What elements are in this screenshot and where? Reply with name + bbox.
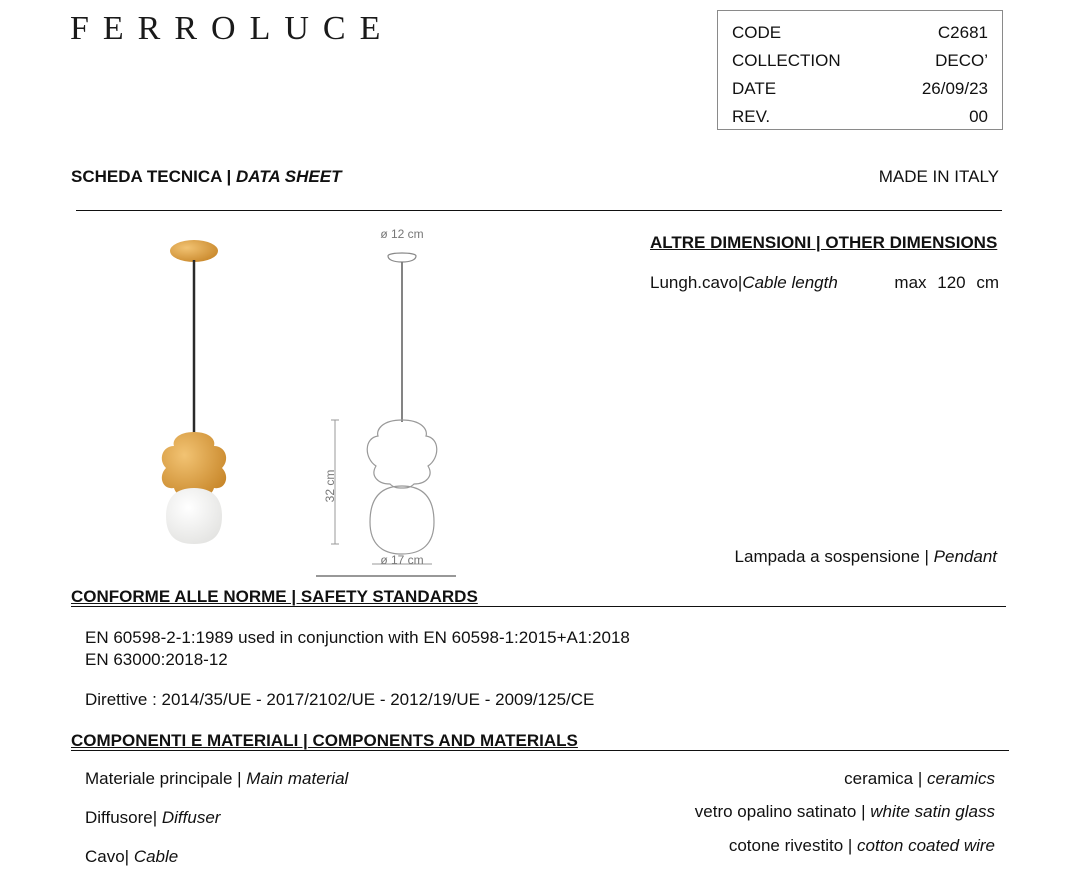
made-in-label: MADE IN ITALY — [878, 167, 999, 186]
component-label-it: Materiale principale | — [85, 769, 247, 788]
component-label-main-material — [85, 769, 348, 789]
component-label-en: Diffuser — [161, 808, 221, 827]
top-diameter-label: ø 12 cm — [380, 227, 424, 241]
component-value-it: ceramica | — [844, 769, 927, 788]
cable-length-label — [650, 273, 838, 293]
brand-logo: FERROLUCE — [70, 10, 395, 47]
component-label-en: Cable — [133, 847, 179, 866]
component-label-en: Main material — [246, 769, 349, 788]
standard-line-2: EN 63000:2018-12 — [85, 650, 228, 669]
canopy — [170, 240, 218, 262]
component-label-cable — [85, 847, 178, 867]
directives-line: Direttive : 2014/35/UE - 2017/2102/UE - 2012/19/UE - 2009/125/CE — [85, 690, 595, 709]
component-value-cable — [729, 836, 995, 856]
component-label-it: Diffusore| — [85, 808, 162, 827]
meta-label: DATE — [732, 79, 777, 98]
meta-row-code — [732, 19, 988, 47]
product-type-it: Lampada a sospensione | — [734, 547, 934, 566]
component-value-en: cotton coated wire — [857, 836, 995, 855]
glass-diffuser — [166, 488, 222, 544]
canopy-outline — [388, 253, 416, 262]
safety-standards-title: CONFORME ALLE NORME | SAFETY STANDARDS — [71, 587, 478, 606]
component-value-en: white satin glass — [870, 802, 995, 821]
header-divider — [76, 210, 1002, 211]
component-value-it: vetro opalino satinato | — [694, 802, 871, 821]
component-value-main-material — [844, 769, 995, 789]
meta-label: CODE — [732, 23, 782, 42]
product-photo — [150, 232, 240, 552]
safety-divider — [71, 606, 1006, 607]
body-outline — [367, 420, 437, 488]
product-type — [735, 547, 997, 567]
meta-label: COLLECTION — [732, 51, 841, 70]
component-value-it: cotone rivestito | — [728, 836, 858, 855]
component-label-diffuser — [85, 808, 220, 828]
meta-row-collection — [732, 47, 988, 75]
components-divider — [71, 750, 1009, 751]
sheet-title-en: DATA SHEET — [236, 167, 342, 186]
component-value-diffuser — [695, 802, 995, 822]
meta-value: C2681 — [937, 23, 988, 42]
standard-line-1: EN 60598-2-1:1989 used in conjunction with EN 60598-1:2015+A1:2018 — [85, 628, 630, 647]
bottom-diameter-label: ø 17 cm — [380, 553, 424, 567]
sheet-title-it: SCHEDA TECNICA | — [71, 167, 237, 186]
meta-value: DECO’ — [935, 51, 988, 70]
cable-length-label-it: Lungh.cavo| — [650, 273, 743, 292]
meta-box — [717, 10, 1003, 130]
meta-value: 00 — [969, 107, 988, 126]
sheet-title — [71, 167, 341, 187]
technical-drawing — [310, 222, 470, 582]
height-label: 32 cm — [323, 469, 337, 503]
components-title: COMPONENTI E MATERIALI | COMPONENTS AND MATERIALS — [71, 731, 578, 750]
meta-row-rev — [732, 103, 988, 131]
component-value-en: ceramics — [926, 769, 995, 788]
meta-value: 26/09/23 — [921, 79, 988, 98]
component-label-it: Cavo| — [85, 847, 134, 866]
meta-label: REV. — [732, 107, 771, 126]
cable-length-label-en: Cable length — [742, 273, 838, 292]
meta-row-date — [732, 75, 988, 103]
diffuser-outline — [370, 486, 434, 554]
product-type-en: Pendant — [933, 547, 997, 566]
other-dimensions-title: ALTRE DIMENSIONI | OTHER DIMENSIONS — [650, 233, 998, 252]
cable-length-value: max 120 cm — [894, 273, 999, 292]
